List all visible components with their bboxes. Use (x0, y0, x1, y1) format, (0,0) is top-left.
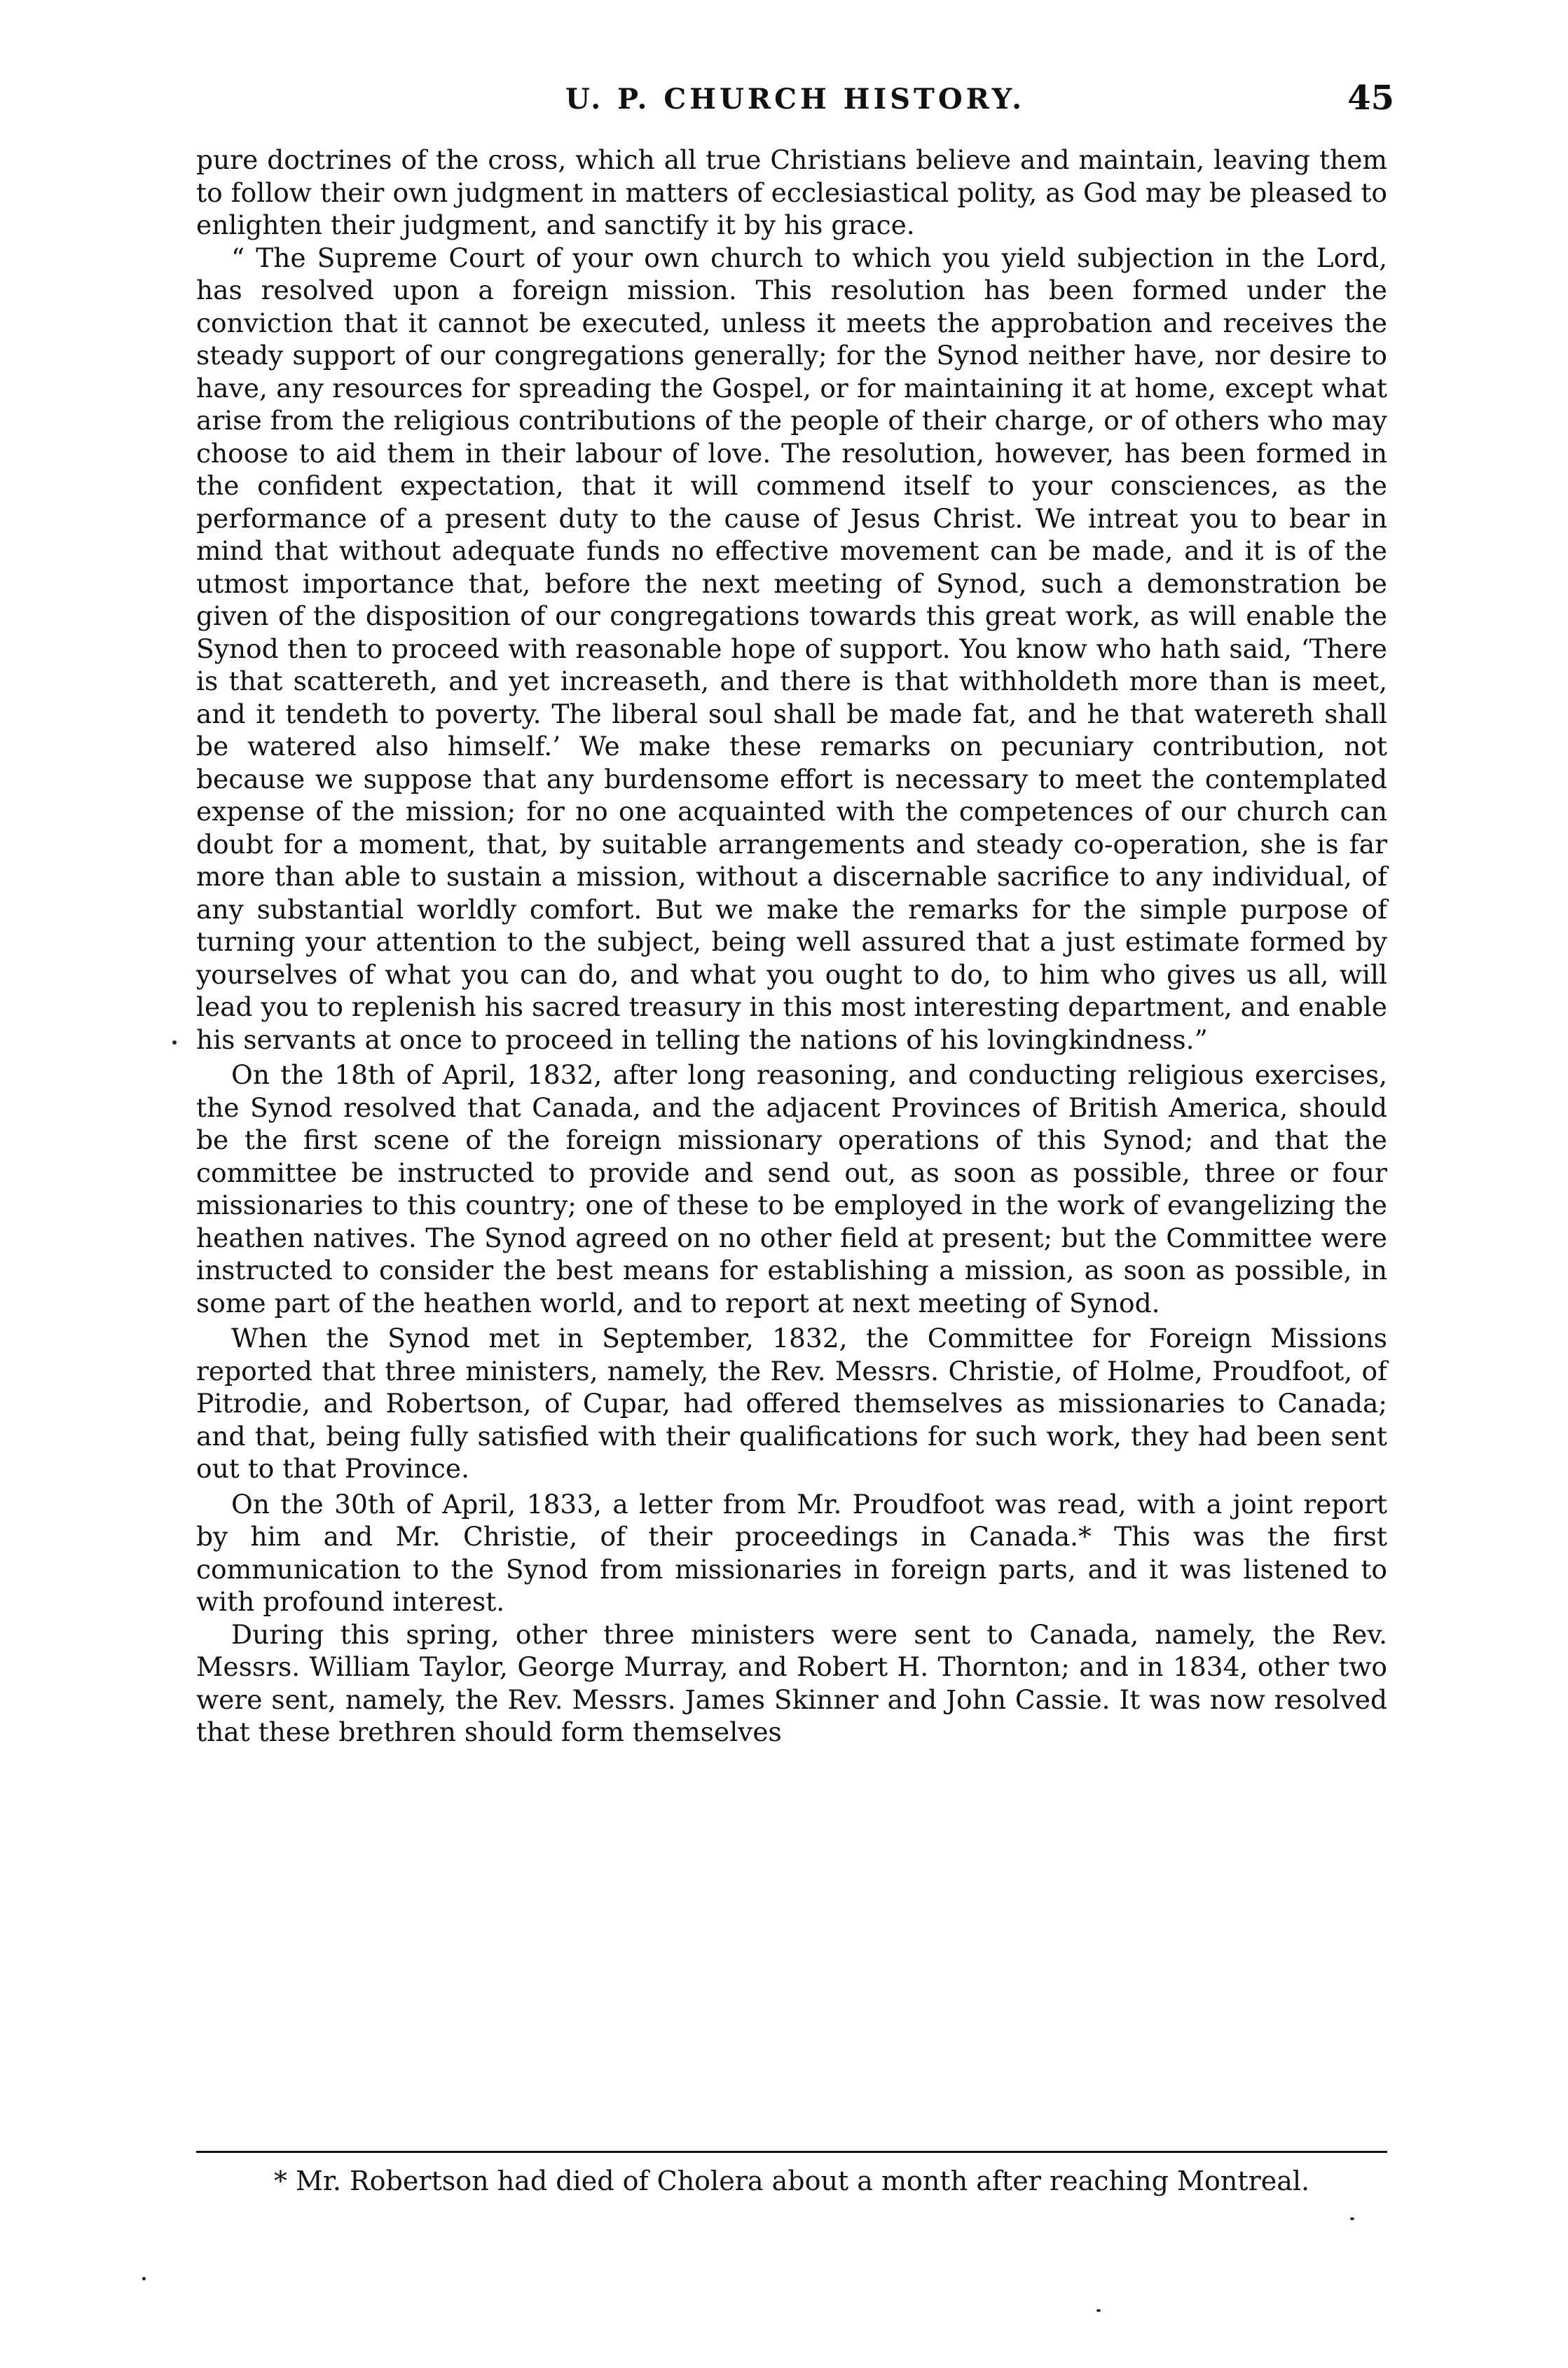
speck (1096, 2309, 1101, 2312)
footnote: * Mr. Robertson had died of Cholera about a month after reaching Montreal. (273, 2166, 1310, 2196)
footnote-rule (196, 2151, 1387, 2153)
speck (142, 2277, 146, 2280)
speck (1350, 2217, 1354, 2220)
speck (172, 1040, 177, 1045)
running-title: U. P. CHURCH HISTORY. (565, 83, 1025, 116)
paragraph-synod-address: “ The Supreme Court of your own church to which you yield subjection in the Lord, has resolved upon a foreign mission. This resolution has been formed under the conviction that it cannot be executed, unless it meets the approbation and receives the steady support of our congregations generally; for the Synod neither have, nor desire to have, any resources for spreading the Gospel, or for maintaining it at home, except what arise from the religious contributions of the people of their charge, or of others who may choose to aid them in their labour of love. The resolution, however, has been formed in the confident expectation, that it will commend itself to your consciences, as the performance of a present duty to the cause of Jesus Christ. We intreat you to bear in mind that without adequate funds no effective movement can be made, and it is of the utmost importance that, before the next meeting of Synod, such a demonstration be given of the disposition of our congregations towards this great work, as will enable the Synod then to proceed with reasonable hope of support. You know who hath said, ‘There is that scattereth, and yet increaseth, and there is that withholdeth more than is meet, and it tendeth to poverty. The liberal soul shall be made fat, and he that watereth shall be watered also himself.’ We make these remarks on pecuniary contribution, not because we suppose that any burdensome effort is necessary to meet the contemplated expense of the mission; for no one acquainted with the competences of our church can doubt for a moment, that, by suitable arrangements and steady co-operation, she is far more than able to sustain a mission, without a discernable sacrifice to any individual, of any substantial worldly comfort. But we make the remarks for the simple purpose of turning your attention to the subject, being well assured that a just estimate formed by yourselves of what you can do, and what you ought to do, to him who gives us all, will lead you to replenish his sacred treasury in this most interesting department, and enable his servants at once to proceed in telling the nations of his lovingkindness.” (196, 242, 1387, 1055)
running-head (196, 78, 1394, 132)
paragraph-april-1833: On the 30th of April, 1833, a letter from Mr. Proudfoot was read, with a joint report by him and Mr. Christie, of their proceedings in Canada.* This was the first communication to the Synod from missionaries in foreign parts, and it was listened to with profound interest. (196, 1488, 1387, 1617)
paragraph-spring-ministers: During this spring, other three ministers were sent to Canada, namely, the Rev. Messrs. William Taylor, George Murray, and Robert H. Thornton; and in 1834, other two were sent, namely, the Rev. Messrs. James Skinner and John Cassie. It was now resolved that these brethren should form themselves (196, 1618, 1387, 1747)
paragraph-september-1832: When the Synod met in September, 1832, the Committee for Foreign Missions reported that three ministers, namely, the Rev. Messrs. Christie, of Holme, Proudfoot, of Pitrodie, and Robertson, of Cupar, had offered themselves as missionaries to Canada; and that, being fully satisfied with their qualifications for such work, they had been sent out to that Province. (196, 1323, 1387, 1484)
body-text (196, 144, 1387, 1749)
paragraph-april-1832: On the 18th of April, 1832, after long reasoning, and conducting religious exercises, the Synod resolved that Canada, and the adjacent Provinces of British America, should be the first scene of the foreign missionary operations of this Synod; and that the committee be instructed to provide and send out, as soon as possible, three or four missionaries to this country; one of these to be employed in the work of evangelizing the heathen natives. The Synod agreed on no other field at present; but the Committee were instructed to consider the best means for establishing a mission, as soon as possible, in some part of the heathen world, and to report at next meeting of Synod. (196, 1059, 1387, 1319)
paragraph-continuation: pure doctrines of the cross, which all true Christians believe and maintain, leaving them to follow their own judgment in matters of ecclesiastical polity, as God may be pleased to enlighten their judgment, and sanctify it by his grace. (196, 144, 1387, 240)
page-number: 45 (1347, 78, 1394, 118)
